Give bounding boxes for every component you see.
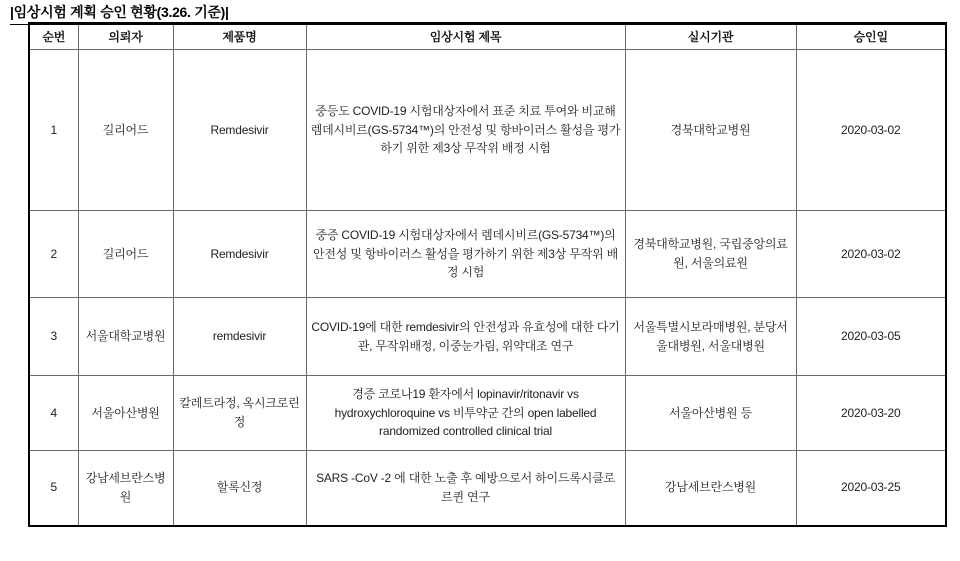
cell-no: 5 bbox=[29, 451, 78, 526]
cell-institution: 경북대학교병원, 국립중앙의료원, 서울의료원 bbox=[625, 211, 796, 298]
table-row bbox=[29, 50, 946, 211]
cell-institution: 강남세브란스병원 bbox=[625, 451, 796, 526]
cell-institution: 서울아산병원 등 bbox=[625, 376, 796, 451]
cell-no: 2 bbox=[29, 211, 78, 298]
cell-trial-title: 중등도 COVID-19 시험대상자에서 표준 치료 투여와 비교해 렘데시비르(GS-5734™)의 안전성 및 항바이러스 활성을 평가하기 위한 제3상 무작위 배정 시험 bbox=[306, 50, 625, 211]
cell-approval-date: 2020-03-02 bbox=[796, 211, 946, 298]
cell-sponsor: 길리어드 bbox=[78, 50, 173, 211]
cell-no: 4 bbox=[29, 376, 78, 451]
col-header-sponsor: 의뢰자 bbox=[78, 24, 173, 50]
cell-no: 3 bbox=[29, 298, 78, 376]
cell-sponsor: 강남세브란스병원 bbox=[78, 451, 173, 526]
cell-no: 1 bbox=[29, 50, 78, 211]
table-row bbox=[29, 376, 946, 451]
col-header-institution: 실시기관 bbox=[625, 24, 796, 50]
cell-approval-date: 2020-03-02 bbox=[796, 50, 946, 211]
table-header-row bbox=[29, 24, 946, 50]
col-header-approval-date: 승인일 bbox=[796, 24, 946, 50]
cell-product: 칼레트라정, 옥시크로린정 bbox=[173, 376, 306, 451]
cell-trial-title: SARS -CoV -2 에 대한 노출 후 예방으로서 하이드록시클로르퀸 연구 bbox=[306, 451, 625, 526]
cell-product: Remdesivir bbox=[173, 211, 306, 298]
cell-approval-date: 2020-03-25 bbox=[796, 451, 946, 526]
cell-product: remdesivir bbox=[173, 298, 306, 376]
table-body bbox=[29, 50, 946, 526]
cell-approval-date: 2020-03-05 bbox=[796, 298, 946, 376]
cell-institution: 서울특별시보라매병원, 분당서울대병원, 서울대병원 bbox=[625, 298, 796, 376]
cell-institution: 경북대학교병원 bbox=[625, 50, 796, 211]
cell-sponsor: 서울아산병원 bbox=[78, 376, 173, 451]
table-row bbox=[29, 451, 946, 526]
col-header-product: 제품명 bbox=[173, 24, 306, 50]
cell-trial-title: COVID-19에 대한 remdesivir의 안전성과 유효성에 대한 다기관, 무작위배정, 이중눈가림, 위약대조 연구 bbox=[306, 298, 625, 376]
page-title: |임상시험 계획 승인 현황(3.26. 기준)| bbox=[10, 2, 944, 25]
cell-product: 할록신정 bbox=[173, 451, 306, 526]
cell-sponsor: 길리어드 bbox=[78, 211, 173, 298]
table-row bbox=[29, 211, 946, 298]
cell-trial-title: 중증 COVID-19 시험대상자에서 렘데시비르(GS-5734™)의 안전성 및 항바이러스 활성을 평가하기 위한 제3상 무작위 배정 시험 bbox=[306, 211, 625, 298]
cell-sponsor: 서울대학교병원 bbox=[78, 298, 173, 376]
col-header-no: 순번 bbox=[29, 24, 78, 50]
cell-product: Remdesivir bbox=[173, 50, 306, 211]
col-header-trial-title: 임상시험 제목 bbox=[306, 24, 625, 50]
cell-trial-title: 경증 코로나19 환자에서 lopinavir/ritonavir vs hydroxychloroquine vs 비투약군 간의 open labelled randomized controlled clinical trial bbox=[306, 376, 625, 451]
table-row bbox=[29, 298, 946, 376]
cell-approval-date: 2020-03-20 bbox=[796, 376, 946, 451]
approval-status-table bbox=[28, 22, 947, 527]
